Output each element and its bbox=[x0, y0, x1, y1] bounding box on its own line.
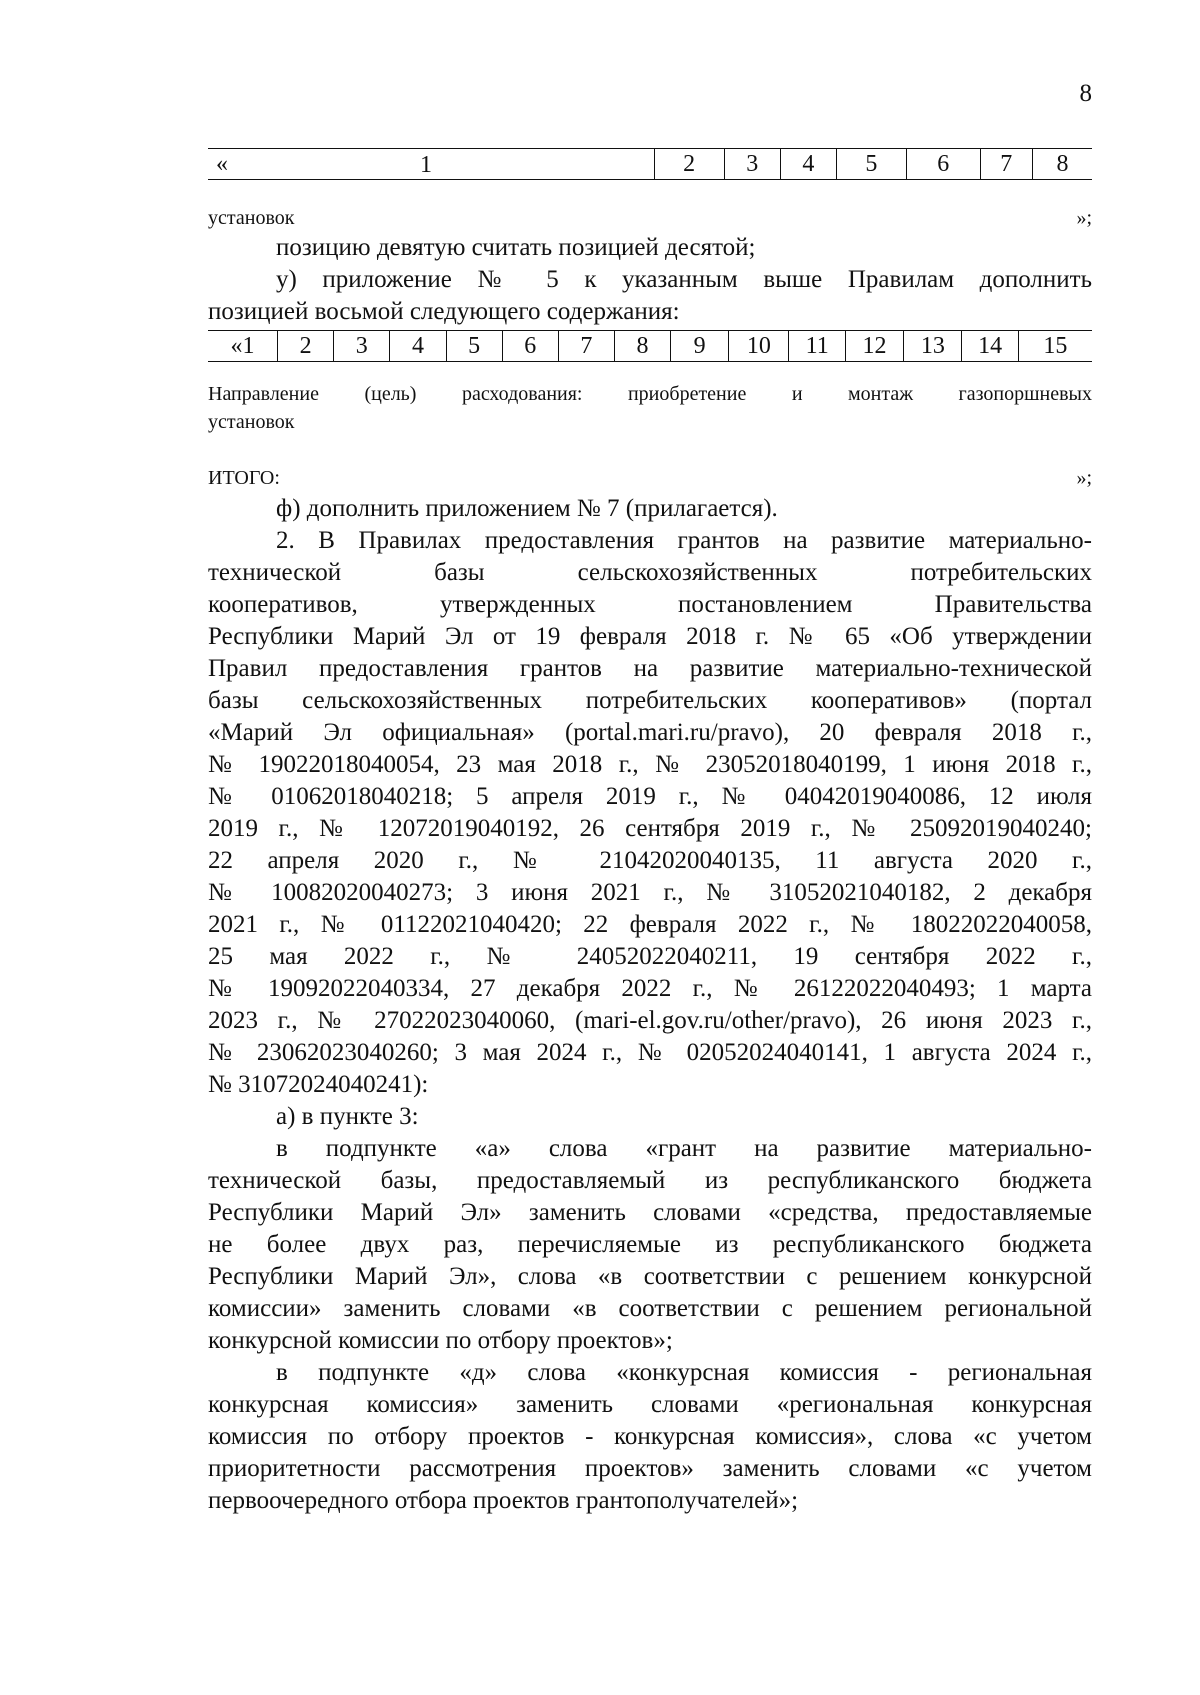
paragraph-line: в подпункте «а» слова «грант на развитие материально- bbox=[276, 1135, 1092, 1162]
paragraph-line: Республики Марий Эл», слова «в соответствии с решением конкурсной bbox=[208, 1263, 1092, 1290]
table-cell: 3 bbox=[724, 149, 780, 180]
paragraph-line: конкурсная комиссия» заменить словами «региональная конкурсная bbox=[208, 1391, 1092, 1418]
table-cell: «1 bbox=[208, 331, 278, 362]
table-row-text: установок bbox=[208, 411, 295, 433]
paragraph-line: 2. В Правилах предоставления грантов на развитие материально- bbox=[276, 527, 1092, 554]
table-cell: 9 bbox=[671, 331, 729, 362]
document-body bbox=[208, 493, 1092, 1517]
table-total-row bbox=[208, 464, 1092, 492]
table-row-text: Направление (цель) расходования: приобретение и монтаж газопоршневых bbox=[208, 383, 1092, 405]
table-cell: 11 bbox=[789, 331, 845, 362]
paragraph-line: 2019 г., № 12072019040192, 26 сентября 2019 г., № 25092019040240; bbox=[208, 815, 1092, 842]
paragraph-line: № 10082020040273; 3 июня 2021 г., № 31052021040182, 2 декабря bbox=[208, 879, 1092, 906]
page-number: 8 bbox=[1079, 80, 1092, 107]
table-cell: 4 bbox=[780, 149, 836, 180]
paragraph-line: № 19092022040334, 27 декабря 2022 г., № 26122022040493; 1 марта bbox=[208, 975, 1092, 1002]
table-cell: 5 bbox=[446, 331, 502, 362]
table-cell: 2 bbox=[654, 149, 724, 180]
table-cell: 15 bbox=[1018, 331, 1092, 362]
paragraph-line: комиссии» заменить словами «в соответствии с решением региональной bbox=[208, 1295, 1092, 1322]
paragraph-line: технической базы сельскохозяйственных потребительских bbox=[208, 559, 1092, 586]
paragraph-line: комиссия по отбору проектов - конкурсная комиссия», слова «с учетом bbox=[208, 1423, 1092, 1450]
paragraph-line: конкурсной комиссии по отбору проектов»; bbox=[208, 1327, 673, 1354]
paragraph-line: Республики Марий Эл от 19 февраля 2018 г. № 65 «Об утверждении bbox=[208, 623, 1092, 650]
paragraph-line: приоритетности рассмотрения проектов» заменить словами «с учетом bbox=[208, 1455, 1092, 1482]
paragraph-line: а) в пункте 3: bbox=[276, 1103, 419, 1130]
paragraph-line: № 23062023040260; 3 мая 2024 г., № 02052024040141, 1 августа 2024 г., bbox=[208, 1039, 1092, 1066]
table-cell: 10 bbox=[729, 331, 789, 362]
paragraph-line: в подпункте «д» слова «конкурсная комиссия - региональная bbox=[276, 1359, 1092, 1386]
paragraph-line: Правил предоставления грантов на развитие материально-технической bbox=[208, 655, 1092, 682]
appendix-table-header-2 bbox=[208, 330, 1092, 362]
table-cell: 7 bbox=[980, 149, 1032, 180]
table-cell: 4 bbox=[390, 331, 446, 362]
paragraph-line: кооперативов, утвержденных постановлением Правительства bbox=[208, 591, 1092, 618]
table-cell: 13 bbox=[904, 331, 962, 362]
table-cell: 1 bbox=[420, 152, 432, 178]
paragraph-line: Республики Марий Эл» заменить словами «средства, предоставляемые bbox=[208, 1199, 1092, 1226]
paragraph-line: 22 апреля 2020 г., № 21042020040135, 11 августа 2020 г., bbox=[208, 847, 1092, 874]
table-continuation-row bbox=[208, 204, 1092, 232]
paragraph-line: ф) дополнить приложением № 7 (прилагается). bbox=[276, 495, 778, 522]
paragraph-line: технической базы, предоставляемый из республиканского бюджета bbox=[208, 1167, 1092, 1194]
appendix-table-header-1 bbox=[208, 148, 1092, 180]
closing-quote: »; bbox=[1076, 467, 1092, 489]
table-cell: « bbox=[208, 149, 654, 180]
table-cell: 12 bbox=[845, 331, 903, 362]
table-cell: 6 bbox=[502, 331, 558, 362]
table-cell-text: установок bbox=[208, 207, 295, 229]
table-cell: 14 bbox=[962, 331, 1018, 362]
table-cell: 8 bbox=[614, 331, 670, 362]
table-cell: 6 bbox=[906, 149, 980, 180]
paragraph-line: позицией восьмой следующего содержания: bbox=[208, 298, 680, 325]
paragraph-line: № 01062018040218; 5 апреля 2019 г., № 04042019040086, 12 июля bbox=[208, 783, 1092, 810]
paragraph-line: 2023 г., № 27022023040060, (mari-el.gov.ru/other/pravo), 26 июня 2023 г., bbox=[208, 1007, 1092, 1034]
table-cell: 5 bbox=[836, 149, 906, 180]
paragraph-line: 25 мая 2022 г., № 24052022040211, 19 сентября 2022 г., bbox=[208, 943, 1092, 970]
closing-quote: »; bbox=[1076, 207, 1092, 229]
total-label: ИТОГО: bbox=[208, 467, 280, 489]
paragraph-line: первоочередного отбора проектов грантополучателей»; bbox=[208, 1487, 799, 1514]
table-cell: 8 bbox=[1032, 149, 1092, 180]
paragraph-line: 2021 г., № 01122021040420; 22 февраля 2022 г., № 18022022040058, bbox=[208, 911, 1092, 938]
paragraph-line: базы сельскохозяйственных потребительских кооперативов» (портал bbox=[208, 687, 1092, 714]
paragraph-line: № 31072024040241): bbox=[208, 1071, 429, 1098]
table-cell: 3 bbox=[334, 331, 390, 362]
table-cell: 2 bbox=[278, 331, 334, 362]
paragraph-line: позицию девятую считать позицией десятой; bbox=[276, 234, 756, 261]
paragraph-line: не более двух раз, перечисляемые из республиканского бюджета bbox=[208, 1231, 1092, 1258]
table-cell: 7 bbox=[558, 331, 614, 362]
paragraph-line: «Марий Эл официальная» (portal.mari.ru/pravo), 20 февраля 2018 г., bbox=[208, 719, 1092, 746]
paragraph-line: № 19022018040054, 23 мая 2018 г., № 23052018040199, 1 июня 2018 г., bbox=[208, 751, 1092, 778]
paragraph-line: у) приложение № 5 к указанным выше Правилам дополнить bbox=[276, 266, 1092, 293]
